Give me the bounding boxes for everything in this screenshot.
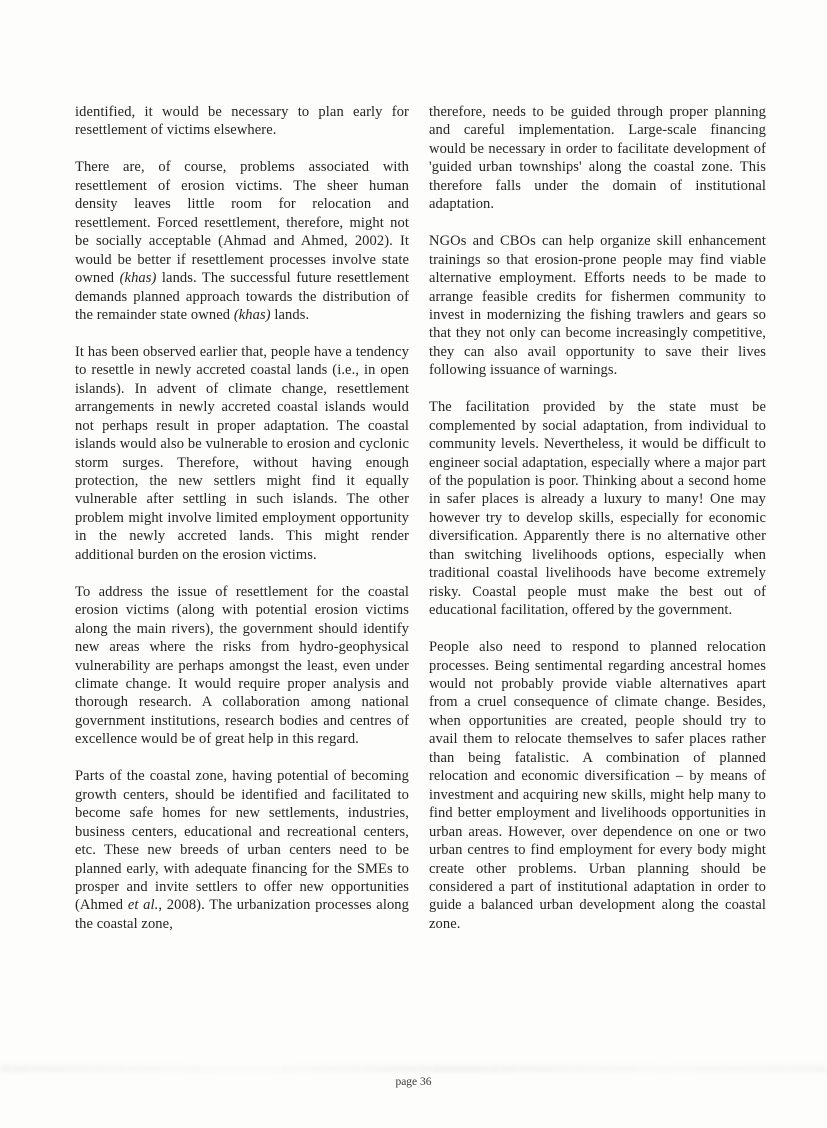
text-run: Parts of the coastal zone, having potential of becoming growth centers, should be identified and facilitated to become safe homes for new settlements, industries, business centers, educational and recreational centers, etc. These new breeds of urban centers need to be planned early, with adequate financing for the SMEs to prosper and invite settlers to offer new opportunities (Ahmed xyxy=(75,768,409,914)
text-run: therefore, needs to be guided through proper planning and careful implementation. Large-scale financing would be necessary in order to facilitate development of 'guided urban townships' along the coastal zone. This therefore falls under the domain of institutional adaptation. xyxy=(429,104,766,213)
page-footer xyxy=(0,1076,827,1088)
text-run: There are, of course, problems associated with resettlement of erosion victims. The sheer human density leaves little room for relocation and resettlement. Forced resettlement, therefore, might not be socially acceptable (Ahmad and Ahmed, 2002). It would be better if resettlement processes involve state owned xyxy=(75,159,409,287)
italic-text-run: (khas) xyxy=(119,270,157,287)
scan-artifact xyxy=(0,1066,827,1072)
paragraph xyxy=(429,103,766,214)
page-number: page 36 xyxy=(395,1076,432,1088)
text-run: People also need to respond to planned relocation processes. Being sentimental regarding ancestral homes would not probably provide viable alternatives apart from a cruel consequence of climate change. Besides, when opportunities are created, people should try to avail them to relocate themselves to safer places rather than being fatalistic. A combination of planned relocation and economic diversification – by means of investment and acquiring new skills, might help many to find better employment and livelihoods opportunities in urban areas. However, over dependence on one or two urban centres to find employment for every body might create other problems. Urban planning should be considered a part of institutional adaptation in order to guide a balanced urban development along the coastal zone. xyxy=(429,639,766,932)
paragraph xyxy=(75,767,409,933)
text-run: It has been observed earlier that, people have a tendency to resettle in newly accreted coastal lands (i.e., in open islands). In advent of climate change, resettlement arrangements in newly accreted coastal islands would not perhaps result in proper adaptation. The coastal islands would also be vulnerable to erosion and cyclonic storm surges. Therefore, without having enough protection, the new settlers might find it equally vulnerable after settling in such islands. The other problem might involve limited employment opportunity in the newly accreted lands. This might render additional burden on the erosion victims. xyxy=(75,343,409,563)
text-run: identified, it would be necessary to plan early for resettlement of victims elsewhere. xyxy=(75,104,409,139)
text-column-right xyxy=(429,103,766,933)
paragraph xyxy=(429,232,766,380)
paragraph xyxy=(75,343,409,564)
text-run: , 2008). The urbanization processes along the coastal zone, xyxy=(75,897,410,932)
paragraph xyxy=(75,583,409,749)
text-run: lands. xyxy=(270,306,310,323)
text-run: lands. The successful future resettlement demands planned approach towards the distribution of the remainder state owned xyxy=(75,270,409,323)
italic-text-run: et al. xyxy=(127,897,159,914)
text-run: To address the issue of resettlement for the coastal erosion victims (along with potential erosion victims along the main rivers), the government should identify new areas where the risks from hydro-geophysical vulnerability are perhaps amongst the least, even under climate change. It would require proper analysis and thorough research. A collaboration among national government institutions, research bodies and centres of excellence would be of great help in this regard. xyxy=(75,583,409,748)
italic-text-run: (khas) xyxy=(233,306,271,323)
paragraph xyxy=(429,638,766,933)
paragraph xyxy=(75,103,409,140)
paragraph xyxy=(75,158,409,324)
text-run: The facilitation provided by the state must be complemented by social adaptation, from individual to community levels. Nevertheless, it would be difficult to engineer social adaptation, especially where a major part of the population is poor. Thinking about a second home in safer places is already a luxury to many! One may however try to develop skills, especially for economic diversification. Apparently there is no alternative other than switching livelihoods options, especially when traditional coastal livelihoods have become extremely risky. Coastal people must make the best out of educational facilitation, offered by the government. xyxy=(429,399,766,619)
text-run: NGOs and CBOs can help organize skill enhancement trainings so that erosion-prone people may find viable alternative employment. Efforts needs to be made to arrange feasible credits for fishermen community to invest in modernizing the fishing trawlers and gears so that they not only can become increasingly competitive, they can also avail opportunity to save their lives following issuance of warnings. xyxy=(429,233,766,379)
text-column-left xyxy=(75,103,409,933)
paragraph xyxy=(429,398,766,619)
